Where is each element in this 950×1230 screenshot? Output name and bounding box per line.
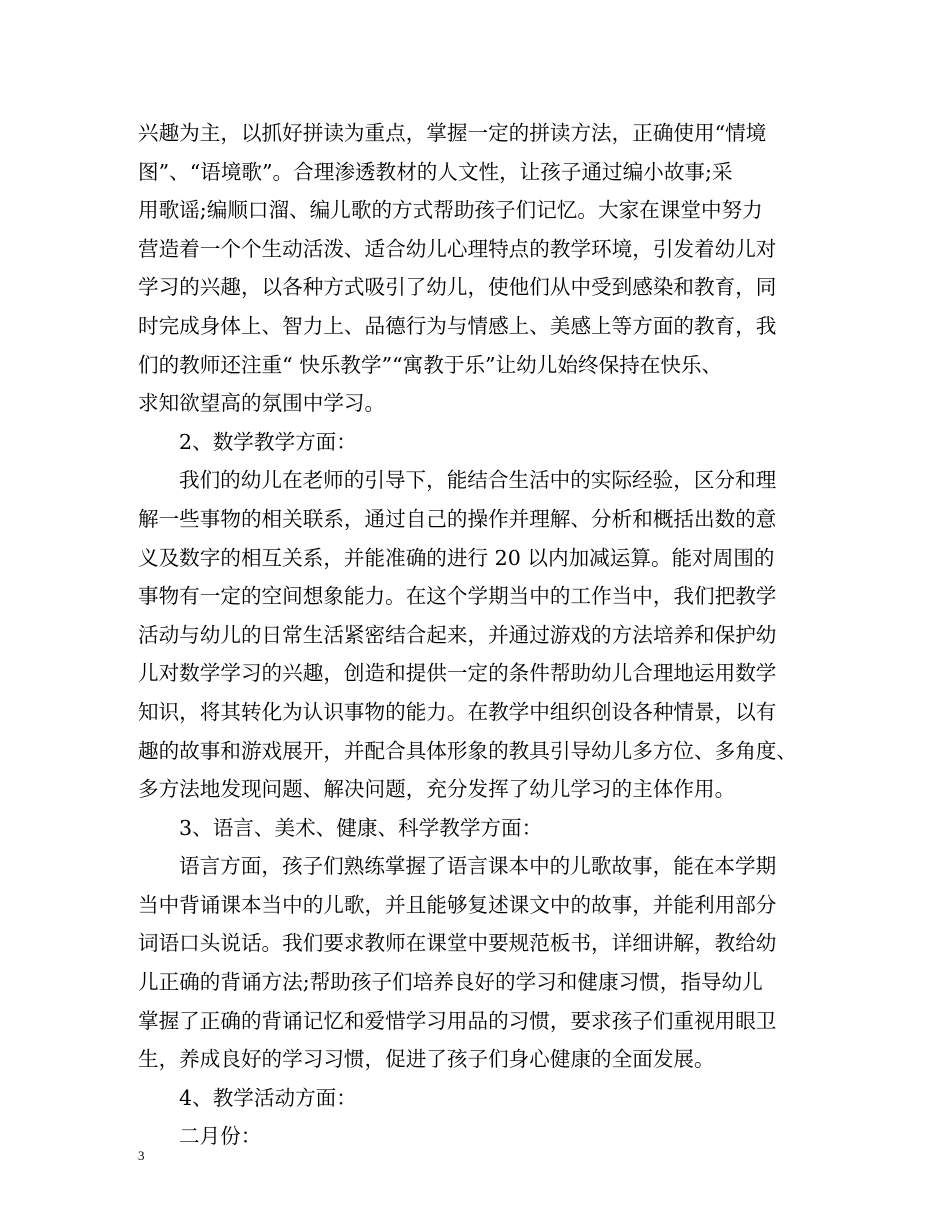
text-line: 们的教师还注重“ 快乐教学”“寓教于乐”让幼儿始终保持在快乐、: [138, 352, 723, 377]
text-line: 活动与幼儿的日常生活紧密结合起来，并通过游戏的方法培养和保护幼: [138, 622, 777, 647]
text-line: 掌握了正确的背诵记忆和爱惜学习用品的习惯，要求孩子们重视用眼卫: [138, 1008, 777, 1033]
text-line: 多方法地发现问题、解决问题，充分发挥了幼儿学习的主体作用。: [138, 777, 736, 802]
text-line: 图”、“语境歌”。合理渗透教材的人文性，让孩子通过编小故事;采: [138, 159, 733, 184]
text-line: 儿对数学学习的兴趣，创造和提供一定的条件帮助幼儿合理地运用数学: [138, 661, 777, 686]
document-body: [138, 114, 818, 1156]
text-line: 学习的兴趣，以各种方式吸引了幼儿，使他们从中受到感染和教育，同: [138, 275, 777, 300]
text-line: 知识，将其转化为认识事物的能力。在教学中组织创设各种情景，以有: [138, 699, 777, 724]
text-line: 求知欲望高的氛围中学习。: [138, 391, 386, 416]
text-line: 营造着一个个生动活泼、适合幼儿心理特点的教学环境，引发着幼儿对: [138, 236, 777, 261]
text-line: 词语口头说话。我们要求教师在课堂中要规范板书，详细讲解，教给幼: [138, 931, 777, 956]
text-line: 2、数学教学方面：: [179, 429, 357, 454]
text-line: 3、语言、美术、健康、科学教学方面：: [179, 815, 543, 840]
text-line: 语言方面，孩子们熟练掌握了语言课本中的儿歌故事，能在本学期: [179, 854, 777, 879]
text-line: 我们的幼儿在老师的引导下，能结合生活中的实际经验，区分和理: [179, 468, 777, 493]
text-line: 事物有一定的空间想象能力。在这个学期当中的工作当中，我们把教学: [138, 584, 777, 609]
text-line: 用歌谣;编顺口溜、编儿歌的方式帮助孩子们记忆。大家在课堂中努力: [138, 198, 763, 223]
text-line: 儿正确的背诵方法;帮助孩子们培养良好的学习和健康习惯，指导幼儿: [138, 970, 763, 995]
text-line: 4、教学活动方面：: [179, 1085, 357, 1110]
text-line: 义及数字的相互关系，并能准确的进行 20 以内加减运算。能对周围的: [138, 545, 775, 570]
page-number: 3: [138, 1148, 145, 1163]
text-line: 趣的故事和游戏展开，并配合具体形象的教具引导幼儿多方位、多角度、: [138, 738, 797, 763]
text-line: 时完成身体上、智力上、品德行为与情感上、美感上等方面的教育，我: [138, 313, 777, 338]
text-line: 兴趣为主，以抓好拼读为重点，掌握一定的拼读方法，正确使用“情境: [138, 121, 767, 145]
text-line: 二月份：: [179, 1124, 262, 1149]
text-line: 解一些事物的相关联系，通过自己的操作并理解、分析和概括出数的意: [138, 506, 777, 531]
text-line: 当中背诵课本当中的儿歌，并且能够复述课文中的故事，并能利用部分: [138, 892, 777, 917]
text-line: 生，养成良好的学习习惯，促进了孩子们身心健康的全面发展。: [138, 1047, 715, 1072]
